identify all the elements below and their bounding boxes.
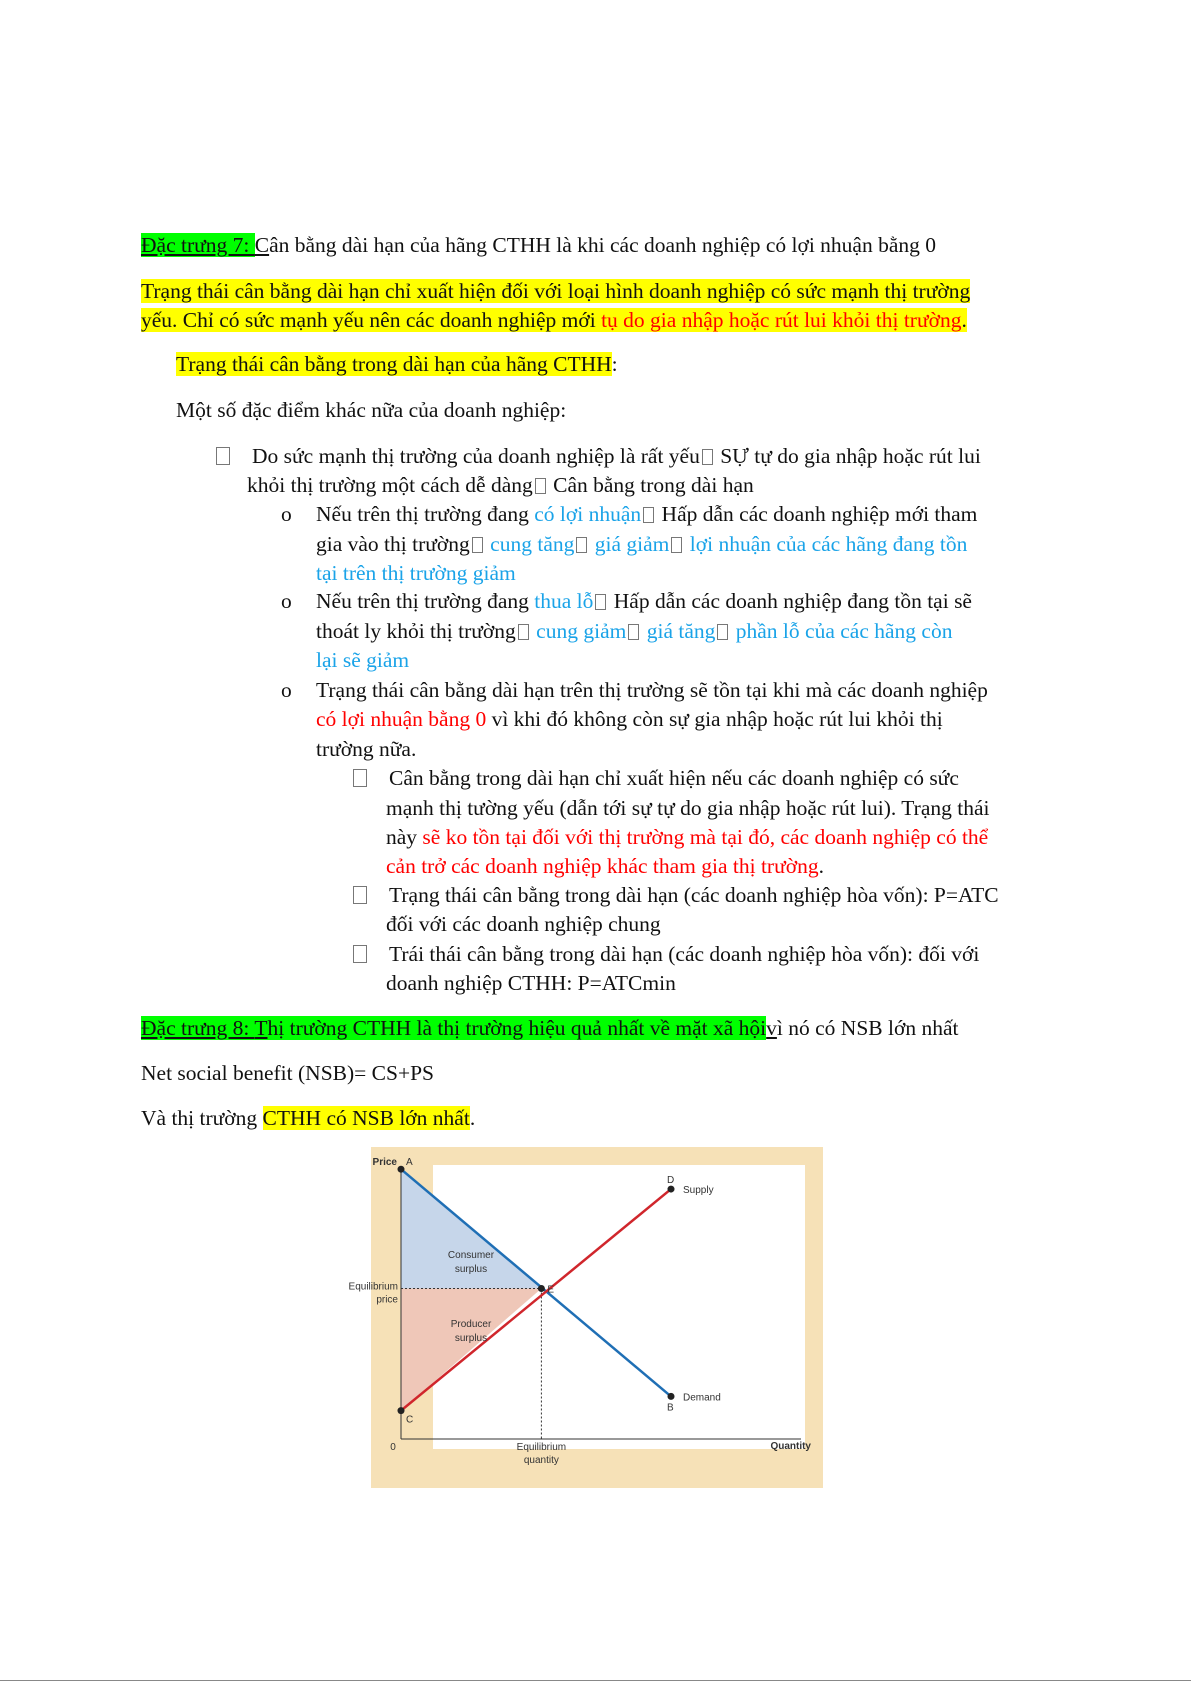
conclusion-b: CTHH có NSB lớn nhất bbox=[262, 1106, 470, 1130]
arrow-box-icon bbox=[576, 537, 587, 553]
o2-e: cung giảm bbox=[530, 619, 627, 643]
eq-quantity-label-2: quantity bbox=[523, 1455, 559, 1466]
feature-8-label: Đặc trưng 8: bbox=[141, 1016, 255, 1040]
s2-line2: đối với các doanh nghiệp chung bbox=[386, 912, 661, 936]
bullet-box-icon bbox=[353, 769, 367, 787]
o2-line1 bbox=[316, 587, 972, 615]
bullet-box-icon bbox=[353, 886, 367, 904]
s3-line2: doanh nghiệp CTHH: P=ATCmin bbox=[386, 971, 676, 995]
feature-7-label: Đặc trưng 7: bbox=[141, 233, 255, 257]
arrow-box-icon bbox=[628, 624, 639, 640]
o1-d: gia vào thị trường bbox=[316, 532, 470, 556]
o1-e: cung tăng bbox=[484, 532, 575, 556]
arrow-box-icon bbox=[595, 594, 606, 610]
arrow-box-icon bbox=[518, 624, 529, 640]
supply-demand-figure bbox=[348, 1147, 823, 1488]
s1-line1 bbox=[353, 764, 959, 792]
producer-surplus-label-2: surplus bbox=[454, 1333, 488, 1344]
bullet-1-c: khỏi thị trường một cách dễ dàng bbox=[247, 473, 533, 497]
section-heading-text: Trạng thái cân bằng trong dài hạn của hãng CTHH bbox=[176, 352, 612, 376]
supply-label: Supply bbox=[683, 1185, 714, 1197]
supply-demand-chart bbox=[348, 1147, 823, 1488]
s2-line1 bbox=[353, 881, 999, 909]
section-heading-colon: : bbox=[611, 352, 618, 376]
o-marker: o bbox=[281, 678, 292, 702]
eq-price-label-2: price bbox=[376, 1294, 398, 1306]
o2-line3: lại sẽ giảm bbox=[316, 648, 410, 672]
y-axis-label: Price bbox=[372, 1157, 397, 1168]
section-heading bbox=[176, 350, 618, 378]
feature-8-rest-rest: ì nó có NSB lớn nhất bbox=[776, 1016, 959, 1040]
origin-label: 0 bbox=[390, 1442, 396, 1453]
o2-line2 bbox=[316, 617, 952, 645]
s1-d: sẽ ko tồn tại đối với thị trường mà tại đó, các doanh nghiệp có thể bbox=[422, 825, 989, 849]
para1-line2 bbox=[141, 306, 967, 334]
o-marker: o bbox=[281, 502, 292, 526]
para1-line2c: . bbox=[961, 308, 967, 332]
point-e bbox=[538, 1285, 545, 1292]
o3-line3: trường nữa. bbox=[316, 737, 417, 761]
s1-line2: mạnh thị tường yếu (dẫn tới sự tự do gia nhập hoặc rút lui). Trạng thái bbox=[386, 796, 990, 820]
bullet-1-line2 bbox=[247, 471, 754, 499]
s3-a: Trái thái cân bằng trong dài hạn (các doanh nghiệp hòa vốn): đối với bbox=[389, 942, 980, 966]
bullet-1-line1 bbox=[216, 442, 981, 470]
s1-a: Cân bằng trong dài hạn chỉ xuất hiện nếu các doanh nghiệp có sức bbox=[389, 766, 959, 790]
o1-b: có lợi nhuận bbox=[534, 502, 642, 526]
o3-line1: Trạng thái cân bằng dài hạn trên thị trường sẽ tồn tại khi mà các doanh nghiệp bbox=[316, 678, 988, 702]
feature-8-line bbox=[141, 1014, 958, 1042]
conclusion-c: . bbox=[469, 1106, 476, 1130]
point-d bbox=[668, 1186, 675, 1193]
o1-line1 bbox=[316, 500, 977, 528]
feature-8-hl-first: T bbox=[254, 1016, 268, 1040]
bullet-1-d: Cân bằng trong dài hạn bbox=[547, 473, 754, 497]
s1-line4 bbox=[386, 852, 824, 880]
o-marker: o bbox=[281, 589, 292, 613]
point-d-label: D bbox=[667, 1175, 675, 1187]
o3-line2 bbox=[316, 705, 943, 733]
arrow-box-icon bbox=[472, 537, 483, 553]
point-a-label: A bbox=[406, 1157, 413, 1169]
bottom-rule bbox=[0, 1680, 1191, 1681]
eq-quantity-label-1: Equilibrium bbox=[516, 1442, 567, 1453]
producer-surplus-label-1: Producer bbox=[450, 1319, 492, 1330]
bullet-box-icon bbox=[353, 945, 367, 963]
para1-line2a: yếu. Chỉ có sức mạnh yếu nên các doanh nghiệp mới bbox=[141, 308, 602, 332]
o2-f: giá tăng bbox=[641, 619, 716, 643]
arrow-box-icon bbox=[717, 624, 728, 640]
x-axis-label: Quantity bbox=[770, 1441, 811, 1452]
o1-line2 bbox=[316, 530, 967, 558]
para1-line2b: tụ do gia nhập hoặc rút lui khỏi thị trường bbox=[601, 308, 962, 332]
s2-a: Trạng thái cân bằng trong dài hạn (các doanh nghiệp hòa vốn): P=ATC bbox=[389, 883, 999, 907]
s1-f: . bbox=[818, 854, 824, 878]
arrow-box-icon bbox=[535, 478, 546, 494]
feature-8-hl-rest: hị trường CTHH là thị trường hiệu quả nhất về mặt xã hội bbox=[267, 1016, 767, 1040]
subhead: Một số đặc điểm khác nữa của doanh nghiệp: bbox=[176, 398, 567, 422]
feature-8-rest-first: v bbox=[766, 1016, 777, 1040]
o1-c: Hấp dẫn các doanh nghiệp mới tham bbox=[656, 502, 978, 526]
feature-7-line bbox=[141, 231, 936, 259]
s3-line1 bbox=[353, 940, 979, 968]
bullet-1-a: Do sức mạnh thị trường của doanh nghiệp là rất yếu bbox=[252, 444, 700, 468]
feature-7-first-letter: C bbox=[254, 233, 270, 257]
bullet-box-icon bbox=[216, 447, 230, 465]
conclusion-a: Và thị trường bbox=[141, 1106, 263, 1130]
point-e-label: E bbox=[547, 1284, 555, 1296]
conclusion-line bbox=[141, 1104, 475, 1132]
point-a bbox=[398, 1166, 405, 1173]
para1-line1-text: Trạng thái cân bằng dài hạn chỉ xuất hiện đối với loại hình doanh nghiệp có sức mạnh thị trường bbox=[141, 279, 971, 303]
para1-line1 bbox=[141, 277, 970, 305]
o2-b: thua lỗ bbox=[534, 589, 594, 613]
o1-g: lợi nhuận của các hãng đang tồn bbox=[684, 532, 968, 556]
consumer-surplus-label-1: Consumer bbox=[447, 1250, 495, 1261]
o2-a: Nếu trên thị trường đang bbox=[316, 589, 535, 613]
demand-label: Demand bbox=[683, 1392, 721, 1404]
arrow-box-icon bbox=[702, 449, 713, 465]
point-c-label: C bbox=[406, 1414, 414, 1426]
o1-f: giá giảm bbox=[589, 532, 670, 556]
s1-c: này bbox=[386, 825, 423, 849]
nsb-formula: Net social benefit (NSB)= CS+PS bbox=[141, 1061, 434, 1085]
o3-b: có lợi nhuận bằng 0 bbox=[316, 707, 487, 731]
bullet-1-b: SỰ tự do gia nhập hoặc rút lui bbox=[714, 444, 981, 468]
o2-c: Hấp dẫn các doanh nghiệp đang tồn tại sẽ bbox=[608, 589, 972, 613]
o2-d: thoát ly khỏi thị trường bbox=[316, 619, 516, 643]
s1-e: cản trở các doanh nghiệp khác tham gia thị trường bbox=[386, 854, 819, 878]
arrow-box-icon bbox=[643, 507, 654, 523]
point-b bbox=[668, 1393, 675, 1400]
s1-line3 bbox=[386, 823, 988, 851]
point-c bbox=[398, 1407, 405, 1414]
o2-g: phần lỗ của các hãng còn bbox=[730, 619, 953, 643]
eq-price-label-1: Equilibrium bbox=[348, 1281, 398, 1293]
arrow-box-icon bbox=[671, 537, 682, 553]
point-b-label: B bbox=[667, 1402, 674, 1414]
o1-line3: tại trên thị trường giảm bbox=[316, 561, 516, 585]
o3-c: vì khi đó không còn sự gia nhập hoặc rút lui khỏi thị bbox=[486, 707, 943, 731]
feature-7-text: ân bằng dài hạn của hãng CTHH là khi các doanh nghiệp có lợi nhuận bằng 0 bbox=[269, 233, 937, 257]
consumer-surplus-label-2: surplus bbox=[454, 1264, 488, 1275]
o1-a: Nếu trên thị trường đang bbox=[316, 502, 535, 526]
